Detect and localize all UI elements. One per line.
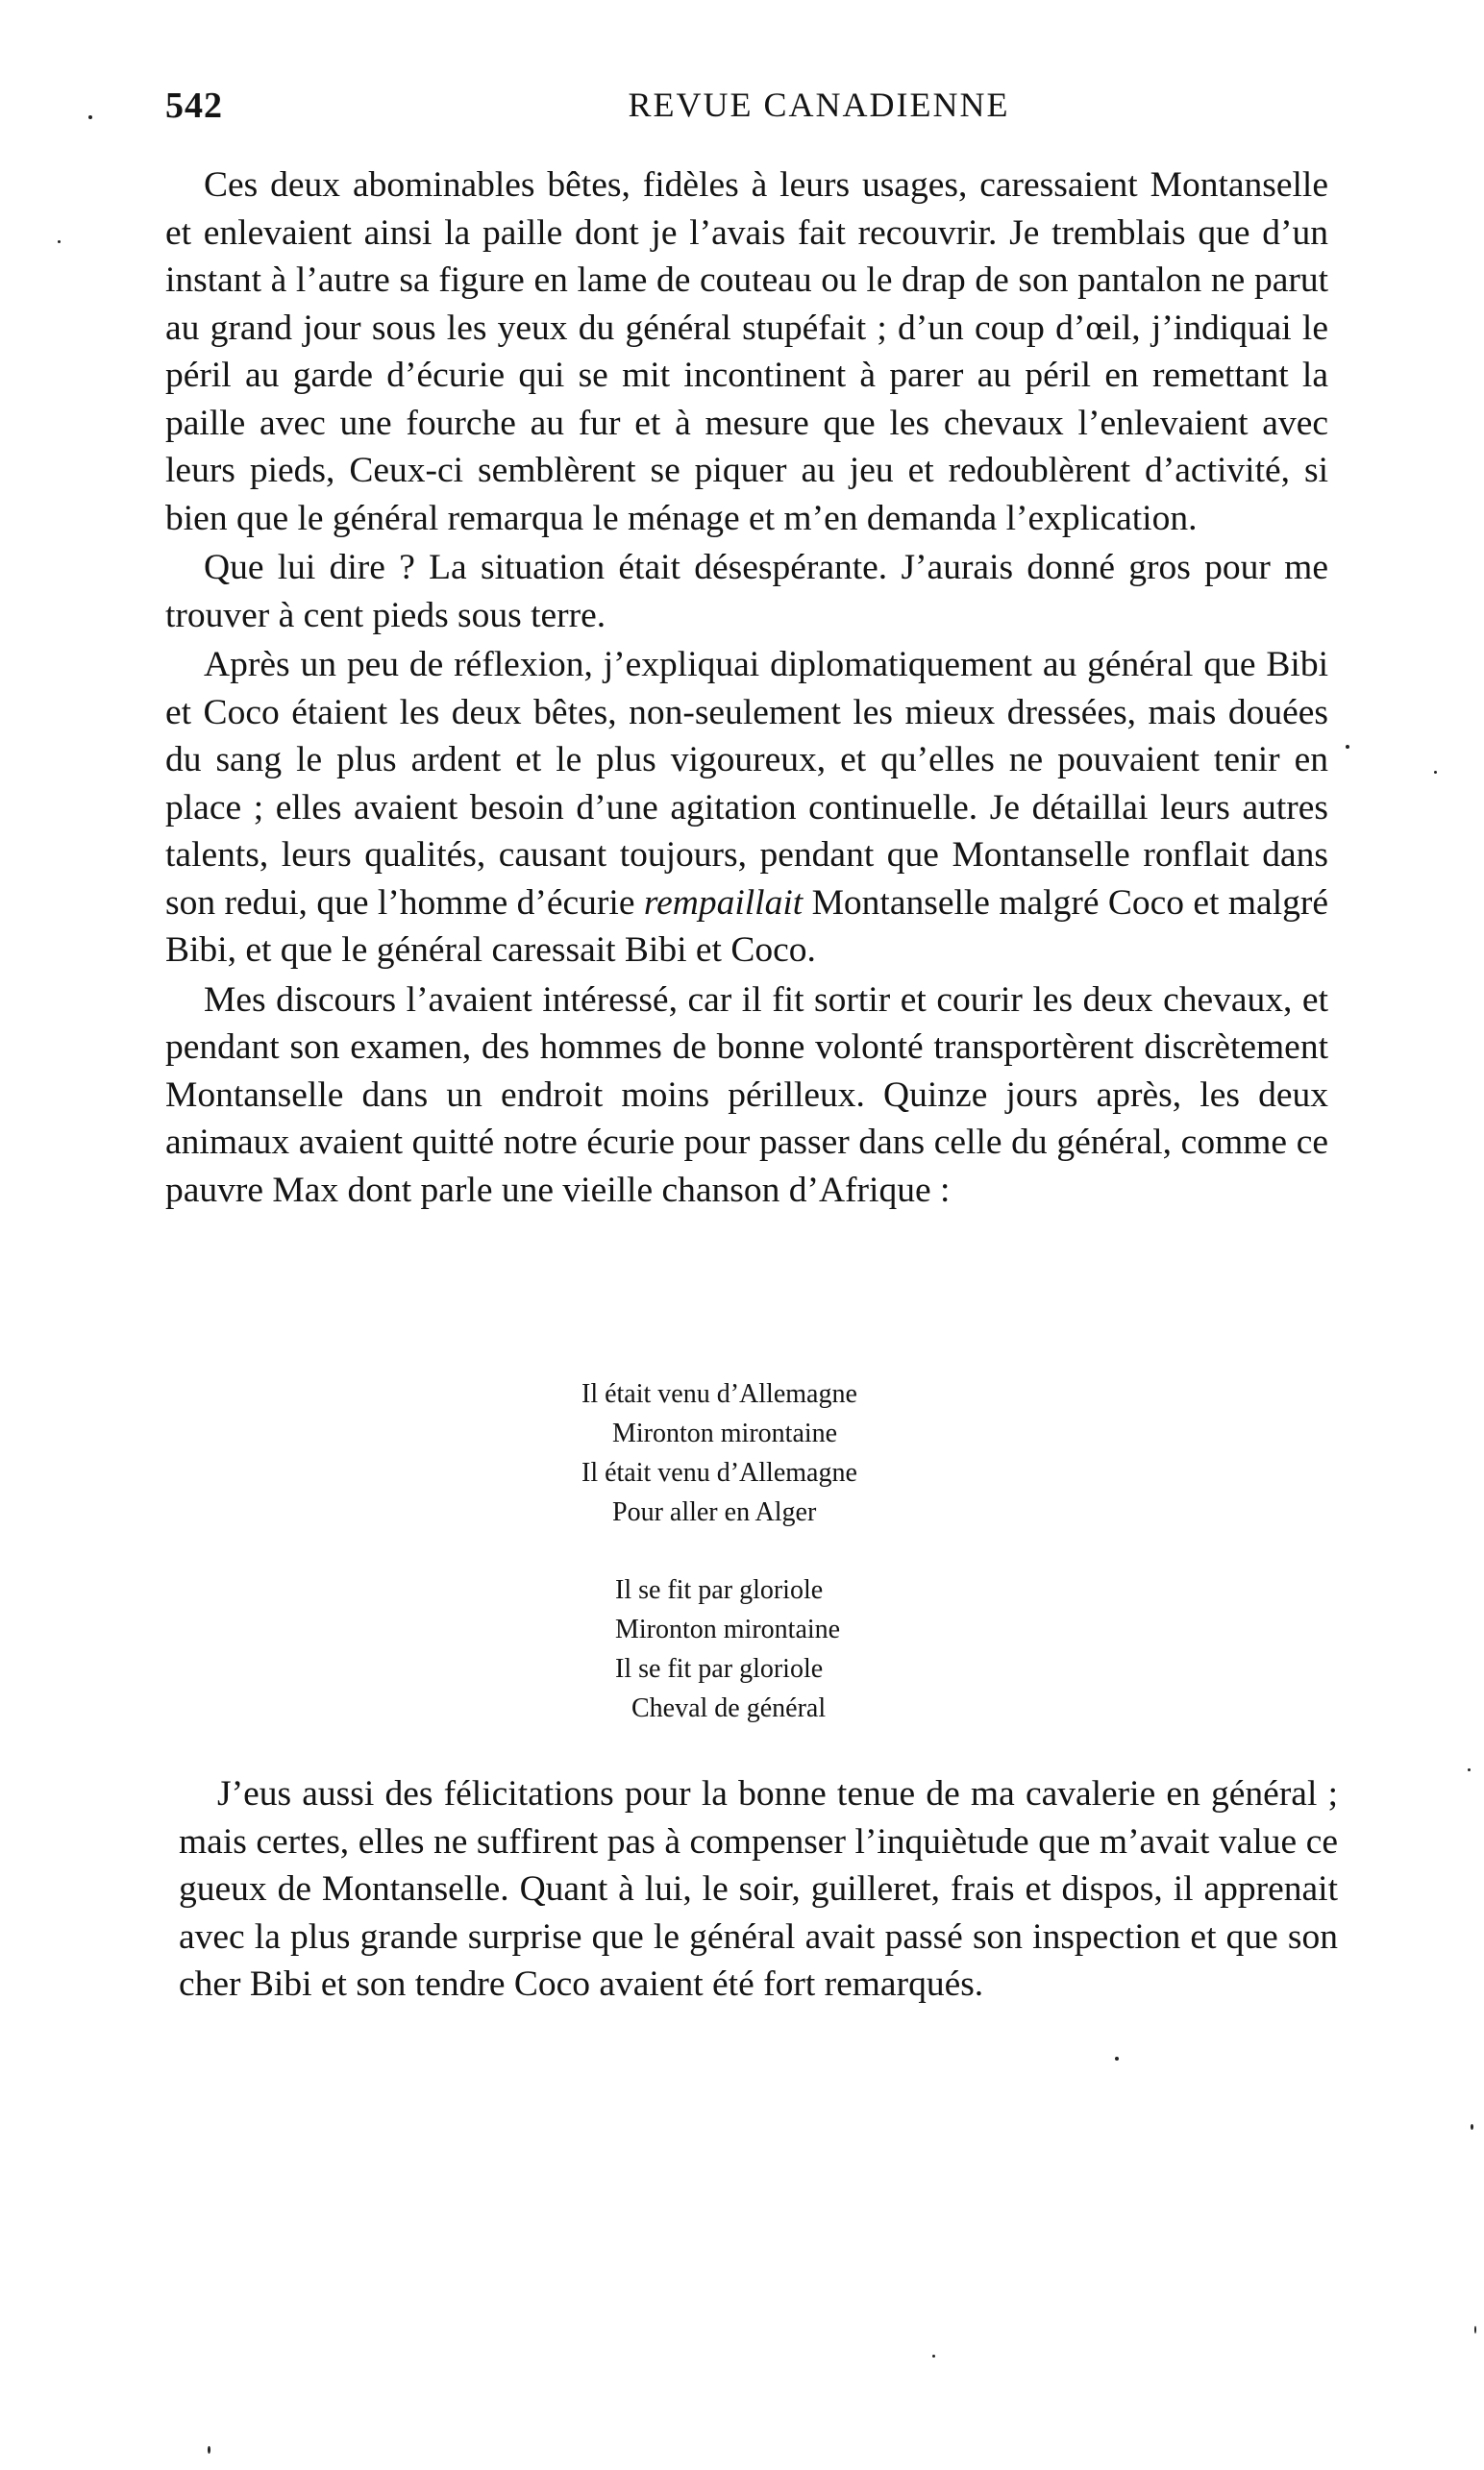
page-number: 542 [165, 86, 223, 126]
paragraph-text: Après un peu de réflexion, j’expliquai diplomatiquement au général que Bibi et Coco étaient les deux bêtes, non-seulement les mieux dressées, mais douées du sang le plus ardent et le plus vigoureux, et qu’elles ne pouvaient tenir en place ; elles avaient besoin d’une agitation continuelle. Je détaillai leurs autres talents, leurs qualités, causant toujours, pendant que Montanselle ronflait dans son redui, que l’homme d’écurie [165, 645, 1328, 923]
running-head [165, 85, 1338, 142]
closing-text [179, 1770, 1338, 2011]
scan-speck [1471, 2124, 1473, 2130]
verse-stanza [0, 1374, 1484, 1532]
paragraph-text: Ces deux abominables bêtes, fidèles à leurs usages, caressaient Montanselle et enlevaient ainsi la paille dont je l’avais fait recouvrir. Je tremblais que d’un instant à l’autre sa figure en lame de couteau ou le drap de son pantalon ne parut au grand jour sous les yeux du général stupéfait ; d’un coup d’œil, j’indiquai le péril au garde d’écurie qui se mit incontinent à parer au péril en remettant la paille avec une fourche au fur et à mesure que les chevaux l’enlevaient avec leurs pieds, Ceux-ci semblèrent se piquer au jeu et redoublèrent d’activité, si bien que le général remarqua le ménage et m’en demanda l’explication. [165, 165, 1328, 538]
verse-line: Il était venu d’Allemagne [581, 1379, 857, 1409]
paragraph-text: Mes discours l’avaient intéressé, car il fit sortir et courir les deux chevaux, et pendant son examen, des hommes de bonne volonté transportèrent discrètement Montanselle dans un endroit moins périlleux. Quinze jours après, les deux animaux avaient quitté notre écurie pour passer dans celle du général, comme ce pauvre Max dont parle une vieille chanson d’Afrique : [165, 979, 1328, 1210]
song-verse [0, 1374, 1484, 1766]
scan-speck [1115, 2057, 1119, 2061]
paragraph [165, 161, 1328, 542]
scan-speck [1346, 745, 1349, 749]
scan-speck [88, 115, 92, 119]
verse-line: Il était venu d’Allemagne [581, 1458, 857, 1488]
scan-speck [58, 240, 61, 243]
verse-line: Il se fit par gloriole [615, 1575, 824, 1605]
verse-line: Il se fit par gloriole [615, 1654, 824, 1684]
journal-title: REVUE CANADIENNE [628, 86, 1010, 124]
paragraph: J’eus aussi des félicitations pour la bonne tenue de ma cavalerie en général ; mais certes, elles ne suffirent pas à compenser l’inquiètude que m’avait value ce gueux de Montanselle. Quant à lui, le soir, guilleret, frais et dispos, il apprenait avec la plus grande surprise que le général avait passé son inspection et que son cher Bibi et son tendre Coco avaient été fort remarqués. [179, 1774, 1338, 2004]
verse-line: Cheval de général [631, 1693, 827, 1723]
scan-speck [932, 2355, 935, 2358]
verse-stanza [0, 1570, 1484, 1728]
scan-speck [208, 2446, 210, 2454]
verse-line: Mironton mirontaine [615, 1615, 841, 1644]
paragraph-text: Montanselle malgré Coco et malgré Bibi, et que le général caressait Bibi et Coco. [165, 882, 1328, 970]
paragraph [165, 976, 1328, 1215]
scan-speck [1434, 771, 1437, 774]
paragraph-text: Que lui dire ? La situation était désespérante. J’aurais donné gros pour me trouver à cent pieds sous terre. [165, 548, 1328, 635]
verse-line: Mironton mirontaine [612, 1419, 838, 1448]
verse-line: Pour aller en Alger [612, 1497, 817, 1527]
scan-speck [1468, 1768, 1471, 1771]
italic-word: rempaillait [643, 882, 804, 923]
scan-speck [1474, 2326, 1476, 2334]
main-text [165, 161, 1328, 1216]
paragraph [165, 544, 1328, 639]
paragraph [165, 641, 1328, 975]
